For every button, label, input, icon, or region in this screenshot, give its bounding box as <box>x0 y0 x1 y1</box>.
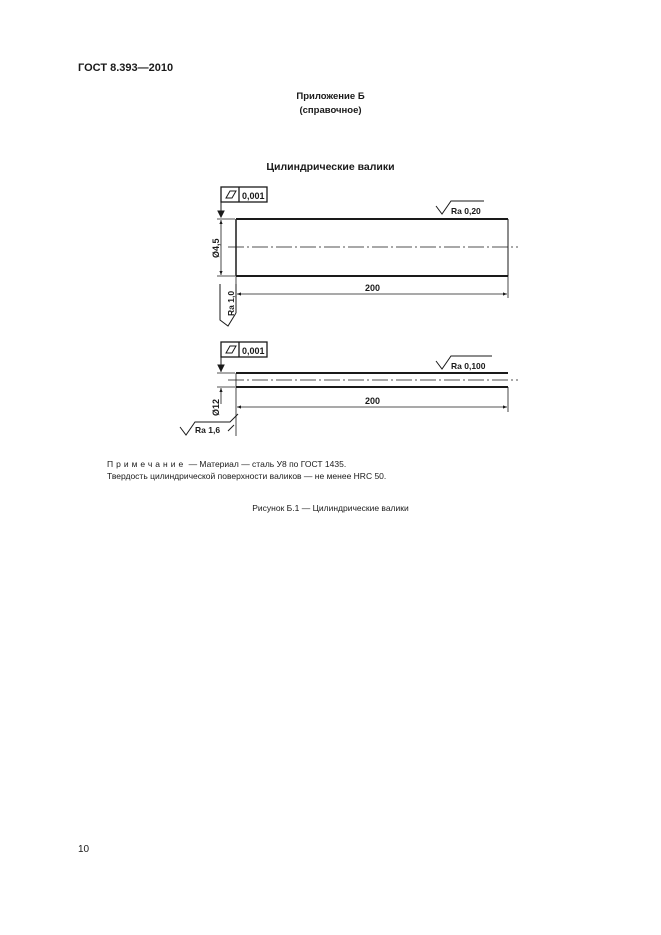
figure-caption: Рисунок Б.1 — Цилиндрические валики <box>252 503 409 513</box>
roughness-symbol-top <box>436 201 484 216</box>
note-line-1 <box>107 459 346 469</box>
appendix-title: Приложение Б <box>296 91 365 102</box>
diameter-label: Ø4,5 <box>211 238 221 258</box>
cylindricity-icon <box>226 191 236 198</box>
roughness-top-label: Ra 0,20 <box>451 206 481 216</box>
length-label: 200 <box>365 396 381 406</box>
note-line-2: Твердость цилиндрической поверхности валиков — не менее HRC 50. <box>107 471 387 481</box>
tolerance-value: 0,001 <box>242 346 265 356</box>
document-code: ГОСТ 8.393—2010 <box>78 62 174 74</box>
cylindricity-icon <box>226 346 236 353</box>
length-label: 200 <box>365 283 381 293</box>
flatness-tolerance-frame <box>218 187 267 217</box>
roughness-left-label: Ra 1,6 <box>195 425 221 435</box>
roughness-symbol-left <box>180 414 238 435</box>
flatness-tolerance-frame <box>218 342 267 371</box>
roughness-top-label: Ra 0,100 <box>451 361 486 371</box>
roughness-left-label: Ra 1,0 <box>226 290 236 316</box>
note-text: — Материал — сталь У8 по ГОСТ 1435. <box>186 459 347 469</box>
roughness-symbol-top <box>436 356 492 371</box>
tolerance-value: 0,001 <box>242 191 265 201</box>
roller-drawing-2 <box>180 342 518 436</box>
figure-title: Цилиндрические валики <box>266 161 395 173</box>
appendix-subtitle: (справочное) <box>299 105 362 116</box>
diameter-label: Ø12 <box>211 398 221 416</box>
roller-drawing-1 <box>211 187 518 326</box>
roughness-symbol-left <box>220 284 236 326</box>
note-label: Примечание <box>107 459 187 469</box>
page-number: 10 <box>78 844 90 855</box>
